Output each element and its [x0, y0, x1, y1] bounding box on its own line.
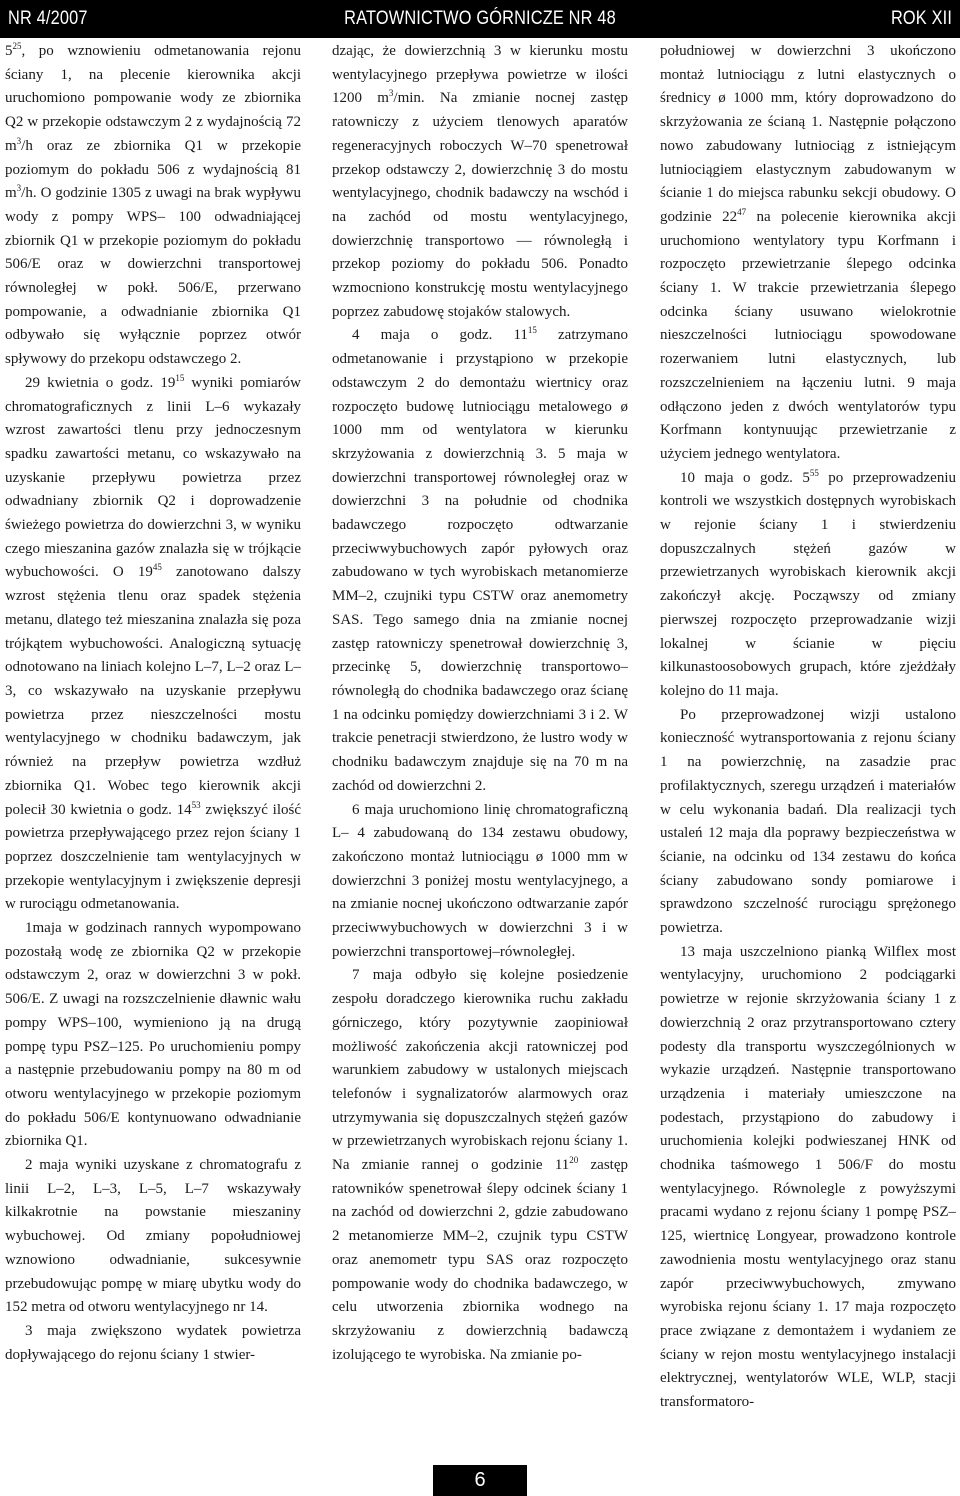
text-column-3 [660, 40, 956, 1464]
volume-year: ROK XII [890, 8, 952, 29]
paragraph: 13 maja uszczelniono pianką Wilflex most wentylacyjny, uruchomiono 2 podciągarki powietrze w rejonie skrzyżowania ściany 1 z dowierzchnią 2 oraz przytransportowano cztery podesty dla transportu wyszczególnionych w wykazie urządzeń. Następnie transportowano urządzenia i materiały umieszczone na podestach, przystąpiono do zabudowy i uruchomienia kolejki podwieszanej HNK od chodnika taśmowego 1 506/F do mostu wentylacyjnego. Równolegle z powyższymi pracami wydano z rejonu ściany 1 pompę PSZ–125, wiertnicę Longyear, prowadzono kontrole zawodnienia mostu wentylacyjnego oraz stanu zapór przeciwwybuchowych, zmywano wyrobiska rejonu ściany 1. 17 maja rozpoczęto prace związane z demontażem i wydaniem ze ściany w rejon mostu wentylacyjnego instalacji elektrycznej, wentylatorów WLE, WLP, stacji transformatoro- [660, 943, 956, 1411]
paragraph: 6 maja uruchomiono linię chromatograficzną L– 4 zabudowaną do 134 zestawu obudowy, zakończono montaż lutniociągu ø 1000 mm w dowierzchni 3 poniżej mostu wentylacyjnego, a na zmianie nocnej ukończono odtwarzanie zapór przeciwwybuchowych w dowierzchni 3 i w powierzchni transportowej–równoległej. [332, 801, 628, 960]
paragraph: $5^{25}$, po wznowieniu odmetanowania rejonu ściany 1, na plecenie kierownika akcji uruchomiono pompowanie wody ze zbiornika Q2 w przekopie odstawczym 2 z wydajnością 72 $m^3/h$ oraz ze zbiornika Q1 w przekopie poziomym do pokładu 506 z wydajnością 81 $m^3/h$. O godzinie 1305 z uwagi na brak wypływu wody z pompy WPS– 100 odwadniającej zbiornik Q1 w przekopie poziomym do pokładu 506/E oraz w dowierzchni transportowej równoległej w pokł. 506/E, przerwano pompowanie, a odwadnianie zbiornika Q1 odbywało się wyłącznie poprzez otwór spływowy do przekopu odstawczego 2. [5, 41, 301, 368]
paragraph: 1maja w godzinach rannych wypompowano pozostałą wodę ze zbiornika Q2 w przekopie odstawczym 2, oraz w dowierzchni 3 w pokł. 506/E. Z uwagi na rozszczelnienie dławnic wału pompy WPS–100, wymieniono ją na drugą pompę typu PSZ–125. Po uruchomieniu pompy a następnie przebudowaniu pompy na 80 m od otworu wentylacyjnego w przekopie poziomym do pokładu 506/E kontynuowano odwadnianie zbiornika Q1. [5, 920, 301, 1150]
paragraph: dzając, że dowierzchnią 3 w kierunku mostu wentylacyjnego przepływa powietrze w ilości 1200 $m^3/\min$. Na zmianie nocnej zastęp ratowniczy z użyciem tlenowych aparatów regeneracyjnych roboczych W–70 spenetrował przekop odstawczy 2, dowierzchnię 3 do mostu wentylacyjnego, chodnik badawczy na wschód i na zachód od mostu wentylacyjnego, dowierzchnię transportowo — równoległą i przekop poziomy do pokładu 506. Ponadto wzmocniono konstrukcję mostu wentylacyjnego poprzez zabudowę stojaków stalowych. [332, 43, 628, 320]
page-number: 6 [433, 1465, 527, 1496]
paragraph: 7 maja odbyło się kolejne posiedzenie zespołu doradczego kierownika ruchu zakładu górniczego, który pozytywnie zaopiniował możliwość zakończenia akcji ratowniczej pod warunkiem zabudowy w ustalonych miejscach telefonów i sygnalizatorów alarmowych oraz utrzymywania się dopuszczalnych stężeń gazów w przewietrzanych wyrobiskach rejonu ściany 1. Na zmianie rannej o godzinie $11^{20}$ zastęp ratowników spenetrował ślepy odcinek ściany 1 na zachód od dowierzchni 2, gdzie zabudowano 2 metanomierze MM–2, czujnik typu CSTW oraz anemometr typu SAS oraz rozpoczęto pompowanie wody do chodnika badawczego, w celu utworzenia zbiornika wodnego na skrzyżowaniu z dowierzchnią badawczą izolującego te wyrobiska. Na zmianie po- [332, 967, 628, 1363]
paragraph: 3 maja zwiększono wydatek powietrza dopływającego do rejonu ściany 1 stwier- [5, 1322, 301, 1363]
issue-number: NR 4/2007 [8, 8, 88, 29]
paragraph: 10 maja o godz. $5^{55}$ po przeprowadzeniu kontroli we wszystkich dostępnych wyrobiskach w rejonie ściany 1 i stwierdzeniu dopuszczalnych stężeń gazów w przewietrzanych wyrobiskach kierownik akcji zakończył akcję. Począwszy od zmiany pierwszej rozpoczęto przeprowadzanie wizji lokalnej w ścianie w pięciu kilkunastoosobowych grupach, które zjeżdżały kolejno do 11 maja. [660, 467, 956, 699]
paragraph: południowej w dowierzchni 3 ukończono montaż lutniociągu z lutni elastycznych o średnicy ø 1000 mm, który doprowadzono do skrzyżowania ze ścianą 1. Następnie połączono nowo zabudowany lutniociąg z istniejącym lutniociągiem elastycznym zabudowanym w ścianie 1 do miejsca rabunku sekcji obudowy. O godzinie $22^{47}$ na polecenie kierownika akcji uruchomiono wentylatory typu Korfmann i rozpoczęto przewietrzanie ślepego odcinka ściany 1. W trakcie przewietrzania ślepego odcinka ściany usuwano wielokrotnie nieszczelności lutniociągu spowodowane rozerwaniem lutni elastycznych, lub rozszczelnieniem na łączeniu lutni. 9 maja odłączono jeden z dwóch wentylatorów typu Korfmann kontynuując przewietrzanie z użyciem jednego wentylatora. [660, 43, 956, 462]
journal-title: RATOWNICTWO GÓRNICZE NR 48 [344, 8, 616, 29]
page-header [0, 0, 960, 38]
paragraph: 29 kwietnia o godz. $19^{15}$ wyniki pomiarów chromatograficznych z linii L–6 wykazały wzrost zawartości tlenu przy jednoczesnym spadku zawartości metanu, co wskazywało na uzyskanie przepływu powietrza przez odwadniany zbiornik Q2 i doprowadzenie świeżego powietrza do dowierzchni 3, w wyniku czego mieszanina gazów znalazła się w trójkącie wybuchowości. O $19^{45}$ zanotowano dalszy wzrost stężenia tlenu oraz spadek stężenia metanu, dlatego też mieszanina znalazła się poza trójkątem wybuchowości. Analogiczną sytuację odnotowano na liniach kolejno L–7, L–2 oraz L–3, co wskazywało na uzyskanie przepływu powietrza przez nieszczelności mostu wentylacyjnego w chodniku badawczym, jak również na przepływ powietrza wzdłuż zbiornika Q1. Wobec tego kierownik akcji polecił 30 kwietnia o godz. $14^{53}$ zwiększyć ilość powietrza przepływającego przez rejon ściany 1 poprzez doszczelnienie tam wentylacyjnych w przekopie wentylacyjnym i zwiększenie depresji w rurociągu odmetanowania. [5, 372, 301, 913]
paragraph: 2 maja wyniki uzyskane z chromatografu z linii L–2, L–3, L–5, L–7 wskazywały kilkakrotnie na powstanie mieszaniny wybuchowej. Od zmiany popołudniowej wznowiono odwadnianie, sukcesywnie przebudowując pompę w miarę ubytku wody do 152 metra od otworu wentylacyjnego nr 14. [5, 1157, 301, 1316]
paragraph: 4 maja o godz. $11^{15}$ zatrzymano odmetanowanie i przystąpiono w przekopie odstawczym 2 do demontażu wiertnicy oraz rozpoczęto budowę lutniociągu metalowego ø 1000 mm od wentylatora w kierunku skrzyżowania z dowierzchnią 3. 5 maja w dowierzchni transportowej równoległej oraz w dowierzchni 3 na południe od chodnika badawczego rozpoczęto odtwarzanie przeciwwybuchowych zapór pyłowych oraz zabudowano w tych wyrobiskach metanomierze MM–2, czujniki typu CSTW oraz anemometry SAS. Tego samego dnia na zmianie nocnej zastęp ratowniczy spenetrował dowierzchnię 3, przecinkę 5, dowierzchnię transportowo–równoległą do chodnika badawczego oraz ścianę 1 na odcinku pomiędzy dowierzchniami 3 i 2. W trakcie penetracji stwierdzono, że lustro wody w chodniku badawczym znajduje się na 70 m na zachód od dowierzchni 2. [332, 325, 628, 794]
paragraph: Po przeprowadzonej wizji ustalono konieczność wytransportowania z rejonu ściany 1 na powierzchnię, na zasadzie prac profilaktycznych, szeregu urządzeń i materiałów w celu wykonania badań. Dla realizacji tych ustaleń 12 maja dla poprawy bezpieczeństwa w ścianie, na odcinku od 134 zestawu do końca ściany zabudowano sondy pomiarowe i sprawdzono szczelność rurociągu sprężonego powietrza. [660, 706, 956, 937]
text-column-2 [332, 40, 628, 1464]
text-column-1 [5, 40, 301, 1464]
